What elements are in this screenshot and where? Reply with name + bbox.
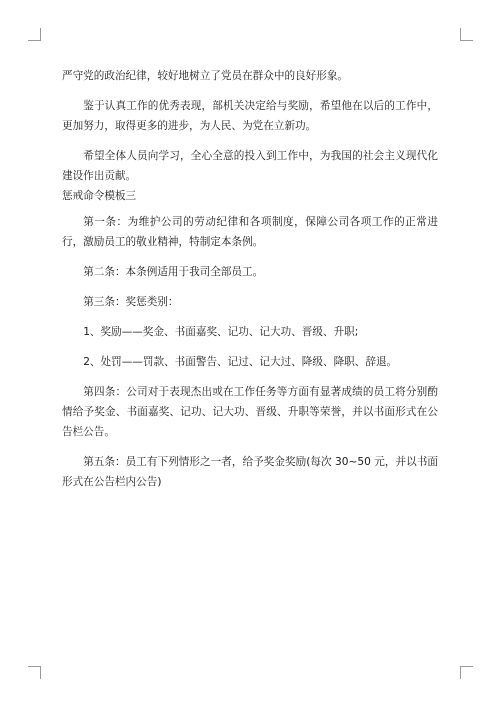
- paragraph-continuation: 严守党的政治纪律，较好地树立了党员在群众中的良好形象。: [62, 70, 349, 82]
- article-5: 第五条：员工有下列情形之一者，给予奖金奖励(每次 30~50 元，并以书面形式在公告栏内公告): [62, 456, 438, 488]
- article-3-rewards: 1、奖励——奖金、书面嘉奖、记功、记大功、晋级、升职;: [83, 326, 359, 338]
- article-1: 第一条：为维护公司的劳动纪律和各项制度，保障公司各项工作的正常进行，激励员工的敬业精神，特制定本条例。: [62, 216, 438, 248]
- crop-mark-bottom-right: [460, 666, 473, 679]
- paragraph-award-decision: 鉴于认真工作的优秀表现，部机关决定给与奖励，希望他在以后的工作中，更加努力，取得更多的进步，为人民、为党在立新功。: [62, 100, 438, 132]
- crop-mark-bottom-left: [28, 666, 41, 679]
- section-title: 惩戒命令模板三: [62, 190, 137, 202]
- article-3: 第三条：奖惩类别：: [83, 296, 179, 308]
- crop-mark-top-left: [28, 28, 41, 41]
- article-3-penalties: 2、处罚——罚款、书面警告、记过、记大过、降级、降职、辞退。: [83, 356, 398, 368]
- article-2: 第二条：本条例适用于我司全部员工。: [83, 266, 264, 278]
- document-body: [62, 66, 438, 492]
- article-4: 第四条：公司对于表现杰出或在工作任务等方面有显著成绩的员工将分别酌情给予奖金、书面嘉奖、记功、记大功、晋级、升职等荣誉，并以书面形式在公告栏公告。: [62, 386, 438, 438]
- crop-mark-top-right: [460, 28, 473, 41]
- paragraph-call-to-learn: 希望全体人员向学习，全心全意的投入到工作中，为我国的社会主义现代化建设作出贡献。: [62, 150, 438, 182]
